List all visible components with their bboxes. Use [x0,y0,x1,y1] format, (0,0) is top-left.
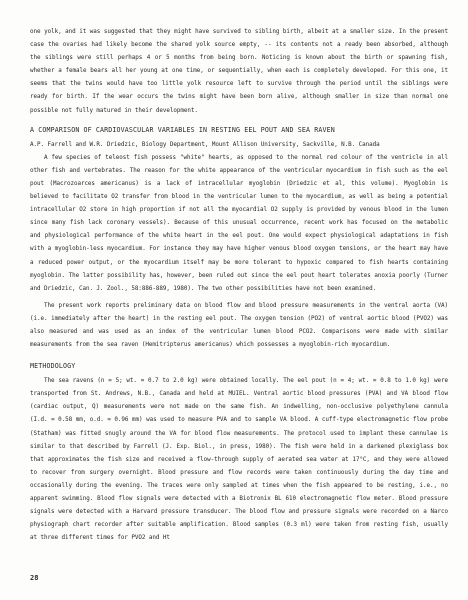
methods-paragraph: The sea ravens (n = 5; wt. = 0.7 to 2.0 kg) were obtained locally. The eel pout (n = 4; wt. = 0.8 to 1.0 kg) were transported from St. Andrews, N.B., Canada and held at MUIEL. Ventral aortic blood pressures (PVA) and VA blood flow (cardiac output, Q) measurements were not made on the same fish. An indwelling, non-occlusive polyethylene cannula (I.d. = 0.58 mm, o.d. = 0.96 mm) was used to measure PVA and to sample VA blood. A cuff-type electromagnetic flow probe (Statham) was fitted snugly around the VA for blood flow measurements. The protocol used to implant these cannulae is similar to that described by Farrell (J. Exp. Biol., in press, 1980). The fish were held in a darkened plexiglass box that approximates the fish size and received a flow-through supply of aerated sea water at 17°C, and they were allowed to recover from surgery overnight. Blood pressure and flow records were taken continuously during the day time and occasionally during the evening. The traces were only sampled at times when the fish appeared to be resting, i.e., no apparent swimming. Blood flow signals were detected with a Biotronix BL 610 electromagnetic flow meter. Blood pressure signals were detected with a Harvard pressure transducer. The blood flow and pressure signals were recorded on a Narco physiograph chart recorder after suitable amplification. Blood samples (0.3 ml) were taken from resting fish, usually at three different times for PVO2 and Ht [30,378,448,542]
authors-line: A.P. Farrell and W.R. Driedzic, Biology Department, Mount Allison University, Sackville, N.B. Canada [30,141,380,148]
methodology-title: METHODOLOGY [30,362,76,371]
abstract-paragraph-1: A few species of teleost fish possess "white" hearts, as opposed to the normal red colour of the ventricle in all other fish and vertebrates. The reason for the white appearance of the ventricular myocardium in fish such as the eel pout (Macrozoarces americanus) is a lack of intracellular myoglobin (Driedzic et al, this volume). Myoglobin is believed to facilitate O2 transfer from blood in the ventricular lumen to the myocardium, as well as being a potential intracellular O2 store in high proportion if not all the myocardial O2 supply is provided by venous blood in the lumen since many fish lack coronary vessels). Because of this unusual occurrence, recent work has focused on the metabolic and physiological performance of the white heart in the eel pout. One would expect physiological adaptations in fish with a myoglobin-less myocardium. For instance they may have higher venous blood oxygen tensions, or the heart may have a reduced power output, or the myocardium itself may be more tolerant to hypoxic compared to fish hearts containing myoglobin. The latter possibility has, however, been ruled out since the eel pout heart tolerates anoxia poorly (Turner and Driedzic, Can. J. Zool., 58:886-889, 1980). The two other possibilities have not been examined. [30,154,448,292]
body-text [30,26,448,545]
abstract-paragraph-2: The present work reports preliminary data on blood flow and blood pressure measurements in the ventral aorta (VA) (i.e. immediately after the heart) in the resting eel pout. The oxygen tension (PO2) of ventral aortic blood (PVO2) was also measured and was used as an index of the ventricular lumen blood PCO2. Comparisons were made with similar measurements from the sea raven (Hemitripterus americanus) which possesses a myoglobin-rich myocardium. [30,302,448,349]
page-number: 28 [30,574,39,582]
section-title: A COMPARISON OF CARDIOVASCULAR VARIABLES IN RESTING EEL POUT AND SEA RAVEN [30,125,335,134]
intro-paragraph: one yolk, and it was suggested that they might have survived to sibling birth, albeit at a smaller size. In the present case the ovaries had likely become the shared yolk source empty, -- its contents not a ready been absorbed, although the siblings were still perhaps 4 or 5 months from being born. Noticing is known about the birth or spawning fish, whether a female bears all her young at one time, or sequentially, when each is completely developed. For this one, it seems that the twins would have too little yolk resource left to survive through the period until the siblings were ready for birth. If the wear occurs the twins might have been born alive, although smaller in size than normal one possible not fully matured in their development. [30,29,448,114]
